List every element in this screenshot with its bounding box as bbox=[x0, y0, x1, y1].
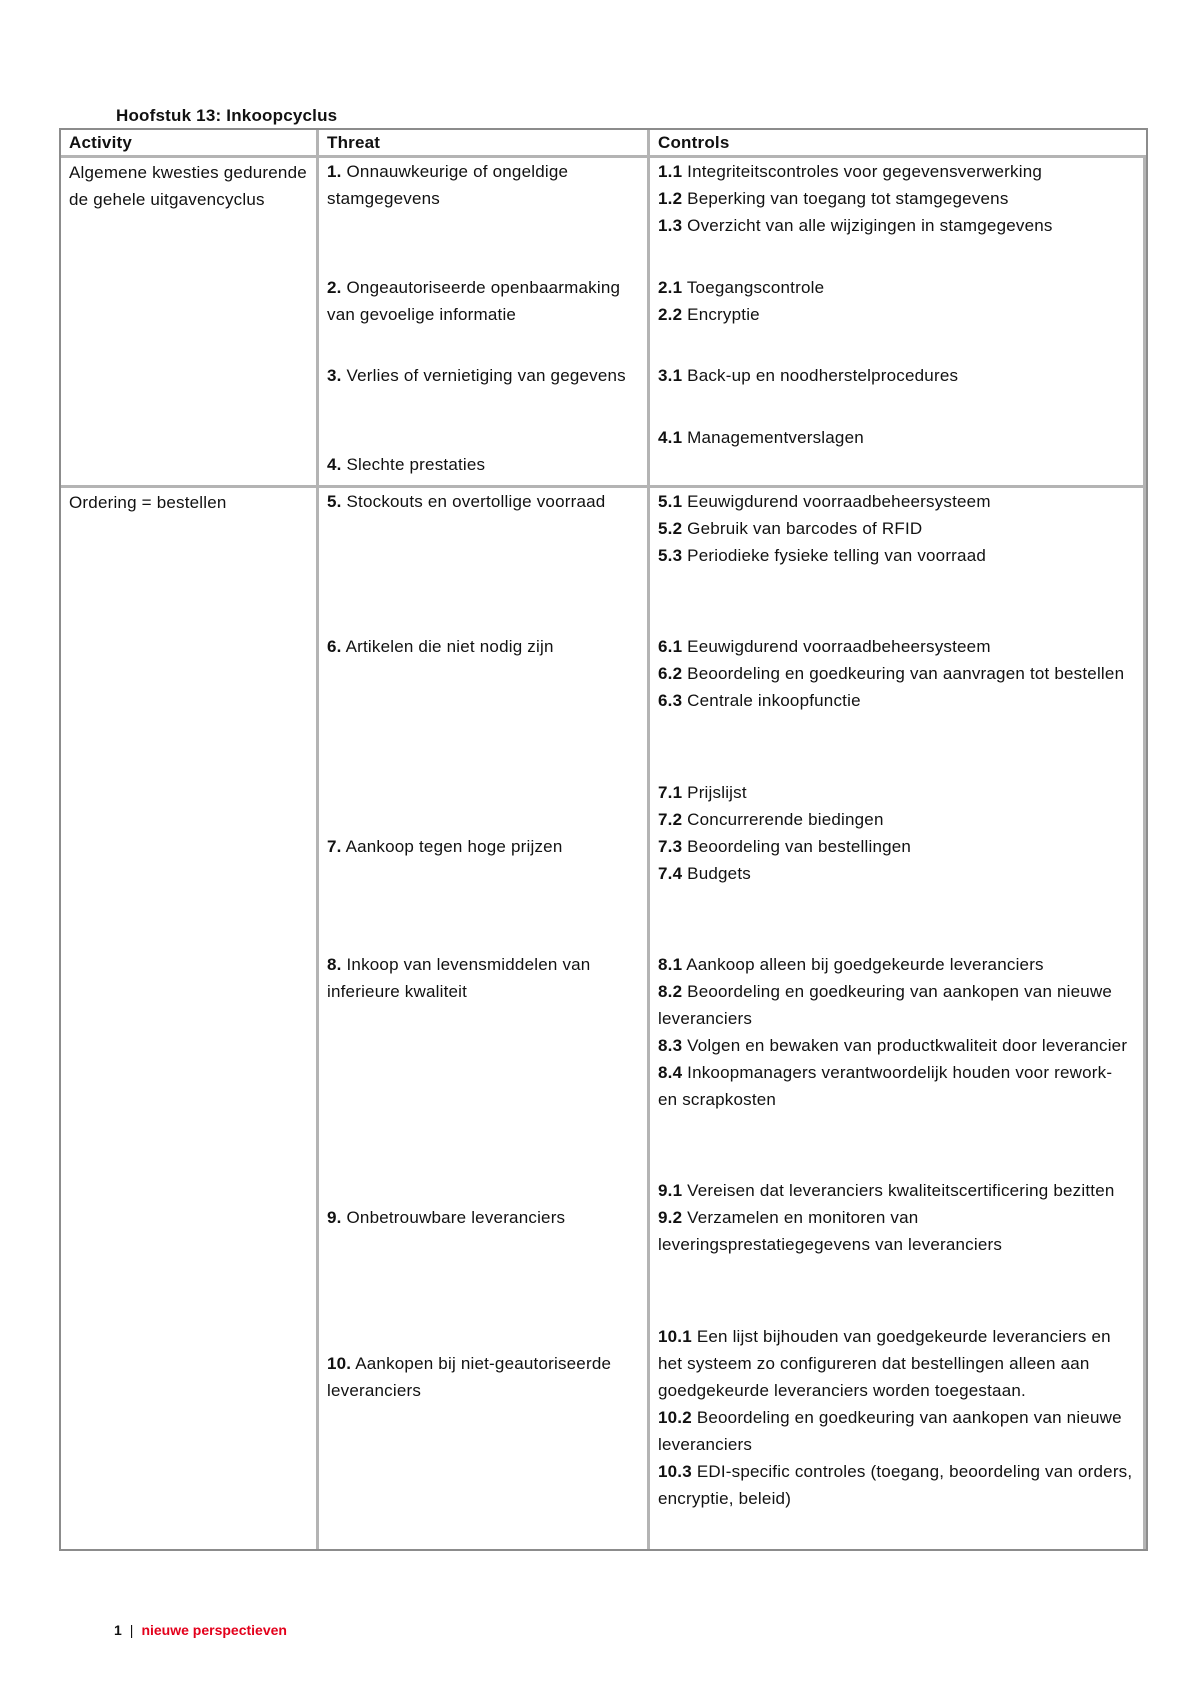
spacer bbox=[658, 1296, 1135, 1323]
threat-number: 8. bbox=[327, 954, 342, 974]
control-number: 9.2 bbox=[658, 1208, 683, 1228]
control-item bbox=[658, 542, 1135, 569]
control-text: Centrale inkoopfunctie bbox=[682, 691, 861, 711]
controls-cell bbox=[650, 924, 1143, 1150]
control-number: 10.3 bbox=[658, 1461, 692, 1481]
threat-text: Onnauwkeurige of ongeldige stamgegevens bbox=[327, 162, 569, 208]
controls-cell bbox=[650, 247, 1143, 336]
control-item bbox=[658, 158, 1135, 185]
control-text: Beoordeling en goedkeuring van aankopen van nieuwe leveranciers bbox=[658, 981, 1113, 1028]
control-text: Eeuwigdurend voorraadbeheersysteem bbox=[682, 637, 991, 657]
controls-cell bbox=[650, 752, 1143, 924]
control-item bbox=[658, 978, 1135, 1032]
threat-number: 3. bbox=[327, 366, 342, 385]
control-number: 7.3 bbox=[658, 836, 683, 856]
spacer bbox=[327, 1150, 639, 1177]
threat-item bbox=[327, 1350, 639, 1404]
spacer bbox=[327, 1296, 639, 1323]
control-text: Periodieke fysieke telling van voorraad bbox=[682, 546, 987, 565]
control-item bbox=[658, 274, 1135, 301]
threat-number: 10. bbox=[327, 1353, 352, 1373]
spacer bbox=[658, 335, 1135, 362]
row2-threats-controls bbox=[319, 488, 1146, 1549]
spacer bbox=[327, 752, 639, 779]
control-text: Inkoopmanagers verantwoordelijk houden voor rework- en scrapkosten bbox=[658, 1062, 1113, 1109]
spacer bbox=[658, 247, 1135, 274]
footer-brand: nieuwe perspectieven bbox=[141, 1622, 287, 1638]
control-number: 6.2 bbox=[658, 664, 683, 684]
row2-activity: Ordering = bestellen bbox=[61, 488, 319, 1549]
control-text: Prijslijst bbox=[682, 782, 747, 802]
spacer bbox=[327, 924, 639, 951]
control-number: 4.1 bbox=[658, 427, 683, 447]
threat-cell bbox=[319, 247, 650, 336]
control-number: 1.1 bbox=[658, 162, 683, 181]
control-item bbox=[658, 185, 1135, 212]
control-text: Integriteitscontroles voor gegevensverwerking bbox=[682, 162, 1043, 181]
threat-number: 4. bbox=[327, 454, 342, 474]
controls-cell bbox=[650, 1150, 1143, 1295]
control-number: 8.1 bbox=[658, 954, 683, 974]
threat-number: 2. bbox=[327, 277, 342, 297]
controls-table bbox=[59, 128, 1148, 1551]
control-item bbox=[658, 362, 1135, 389]
control-text: Volgen en bewaken van productkwaliteit door leverancier bbox=[682, 1035, 1128, 1055]
control-number: 8.2 bbox=[658, 981, 683, 1001]
threat-cell bbox=[319, 1150, 650, 1295]
control-number: 10.1 bbox=[658, 1326, 692, 1346]
control-item bbox=[658, 951, 1135, 978]
threat-text: Ongeautoriseerde openbaarmaking van gevoelige informatie bbox=[327, 277, 621, 324]
control-text: Toegangscontrole bbox=[682, 277, 825, 297]
footer-separator: | bbox=[129, 1622, 134, 1638]
control-number: 1.3 bbox=[658, 216, 683, 235]
threat-number: 7. bbox=[327, 836, 342, 856]
control-text: Encryptie bbox=[682, 304, 760, 324]
threat-item bbox=[327, 633, 639, 660]
threat-cell bbox=[319, 1296, 650, 1549]
control-item bbox=[658, 1204, 1135, 1258]
threat-number: 5. bbox=[327, 492, 342, 511]
control-item bbox=[658, 779, 1135, 806]
control-number: 3.1 bbox=[658, 366, 683, 385]
control-number: 6.1 bbox=[658, 637, 683, 657]
controls-cell bbox=[650, 158, 1143, 247]
control-number: 2.1 bbox=[658, 277, 683, 297]
control-item bbox=[658, 212, 1135, 239]
threat-item bbox=[327, 488, 639, 515]
control-number: 9.1 bbox=[658, 1181, 683, 1201]
spacer bbox=[327, 806, 639, 833]
spacer bbox=[327, 397, 639, 424]
header-threat: Threat bbox=[319, 130, 650, 158]
control-number: 8.4 bbox=[658, 1062, 683, 1082]
control-text: Budgets bbox=[682, 863, 751, 883]
page-title: Hoofstuk 13: Inkoopcyclus bbox=[116, 106, 338, 125]
threat-control-pairs bbox=[319, 158, 1143, 485]
control-item bbox=[658, 1177, 1135, 1204]
control-text: Overzicht van alle wijzigingen in stamgegevens bbox=[682, 216, 1053, 235]
threat-item bbox=[327, 951, 639, 1005]
controls-cell bbox=[650, 1296, 1143, 1549]
threat-cell bbox=[319, 488, 650, 606]
control-text: Aankoop alleen bij goedgekeurde leveranciers bbox=[682, 954, 1044, 974]
threat-text: Verlies of vernietiging van gegevens bbox=[341, 366, 626, 385]
threat-text: Artikelen die niet nodig zijn bbox=[341, 637, 554, 657]
page-number: 1 bbox=[114, 1622, 122, 1638]
spacer bbox=[658, 606, 1135, 633]
control-text: Beoordeling van bestellingen bbox=[682, 836, 912, 856]
threat-cell bbox=[319, 335, 650, 397]
control-text: Een lijst bijhouden van goedgekeurde leveranciers en het systeem zo configureren dat bestellingen alleen aan goedgekeurde leveranciers worden toegestaan. bbox=[658, 1326, 1111, 1400]
control-item bbox=[658, 424, 1135, 451]
threat-control-pairs bbox=[319, 488, 1143, 1549]
row1-threats-controls bbox=[319, 158, 1146, 488]
controls-cell bbox=[650, 335, 1143, 397]
threat-cell bbox=[319, 397, 650, 486]
control-item bbox=[658, 515, 1135, 542]
threat-text: Aankoop tegen hoge prijzen bbox=[341, 836, 563, 856]
threat-text: Onbetrouwbare leveranciers bbox=[341, 1208, 566, 1228]
control-text: Concurrerende biedingen bbox=[682, 809, 884, 829]
control-text: Managementverslagen bbox=[682, 427, 864, 447]
threat-number: 6. bbox=[327, 637, 342, 657]
control-item bbox=[658, 301, 1135, 328]
spacer bbox=[658, 924, 1135, 951]
control-number: 10.2 bbox=[658, 1407, 692, 1427]
threat-item bbox=[327, 158, 639, 212]
row1-activity: Algemene kwesties gedurende de gehele uitgavencyclus bbox=[61, 158, 319, 488]
threat-cell bbox=[319, 924, 650, 1150]
control-text: Verzamelen en monitoren van leveringsprestatiegegevens van leveranciers bbox=[658, 1208, 1003, 1255]
threat-number: 1. bbox=[327, 162, 342, 181]
spacer bbox=[658, 397, 1135, 424]
control-number: 8.3 bbox=[658, 1035, 683, 1055]
spacer bbox=[327, 779, 639, 806]
control-item bbox=[658, 1032, 1135, 1059]
threat-cell bbox=[319, 606, 650, 751]
spacer bbox=[327, 1323, 639, 1350]
spacer bbox=[327, 424, 639, 451]
control-item bbox=[658, 806, 1135, 833]
header-activity: Activity bbox=[61, 130, 319, 158]
control-number: 5.2 bbox=[658, 519, 683, 538]
threat-text: Inkoop van levensmiddelen van inferieure kwaliteit bbox=[327, 954, 591, 1001]
control-item bbox=[658, 633, 1135, 660]
threat-text: Slechte prestaties bbox=[341, 454, 486, 474]
control-text: Beoordeling en goedkeuring van aankopen van nieuwe leveranciers bbox=[658, 1407, 1122, 1454]
spacer bbox=[327, 335, 639, 362]
control-text: Eeuwigdurend voorraadbeheersysteem bbox=[682, 492, 991, 511]
control-item bbox=[658, 1458, 1135, 1512]
control-number: 7.1 bbox=[658, 782, 683, 802]
controls-cell bbox=[650, 397, 1143, 486]
control-number: 1.2 bbox=[658, 189, 683, 208]
threat-item bbox=[327, 451, 639, 478]
control-number: 7.4 bbox=[658, 863, 683, 883]
control-text: EDI-specific controles (toegang, beoordeling van orders, encryptie, beleid) bbox=[658, 1461, 1133, 1508]
threat-cell bbox=[319, 752, 650, 924]
spacer bbox=[658, 752, 1135, 779]
threat-text: Aankopen bij niet-geautoriseerde leveranciers bbox=[327, 1353, 612, 1400]
control-item bbox=[658, 860, 1135, 887]
header-controls: Controls bbox=[650, 130, 1146, 158]
threat-cell bbox=[319, 158, 650, 247]
controls-cell bbox=[650, 488, 1143, 606]
page-footer bbox=[114, 1622, 287, 1638]
control-text: Back-up en noodherstelprocedures bbox=[682, 366, 959, 385]
control-number: 2.2 bbox=[658, 304, 683, 324]
spacer bbox=[327, 1177, 639, 1204]
control-number: 7.2 bbox=[658, 809, 683, 829]
control-number: 6.3 bbox=[658, 691, 683, 711]
threat-item bbox=[327, 362, 639, 389]
control-item bbox=[658, 1059, 1135, 1113]
control-text: Vereisen dat leveranciers kwaliteitscertificering bezitten bbox=[682, 1181, 1115, 1201]
control-item bbox=[658, 1404, 1135, 1458]
control-item bbox=[658, 687, 1135, 714]
spacer bbox=[658, 1150, 1135, 1177]
controls-cell bbox=[650, 606, 1143, 751]
control-item bbox=[658, 660, 1135, 687]
control-number: 5.3 bbox=[658, 546, 683, 565]
threat-item bbox=[327, 274, 639, 328]
control-number: 5.1 bbox=[658, 492, 683, 511]
spacer bbox=[327, 247, 639, 274]
threat-item bbox=[327, 1204, 639, 1231]
control-text: Gebruik van barcodes of RFID bbox=[682, 519, 923, 538]
control-text: Beoordeling en goedkeuring van aanvragen tot bestellen bbox=[682, 664, 1125, 684]
control-item bbox=[658, 488, 1135, 515]
threat-item bbox=[327, 833, 639, 860]
spacer bbox=[327, 606, 639, 633]
control-item bbox=[658, 833, 1135, 860]
control-text: Beperking van toegang tot stamgegevens bbox=[682, 189, 1009, 208]
threat-number: 9. bbox=[327, 1208, 342, 1228]
threat-text: Stockouts en overtollige voorraad bbox=[341, 492, 606, 511]
control-item bbox=[658, 1323, 1135, 1404]
